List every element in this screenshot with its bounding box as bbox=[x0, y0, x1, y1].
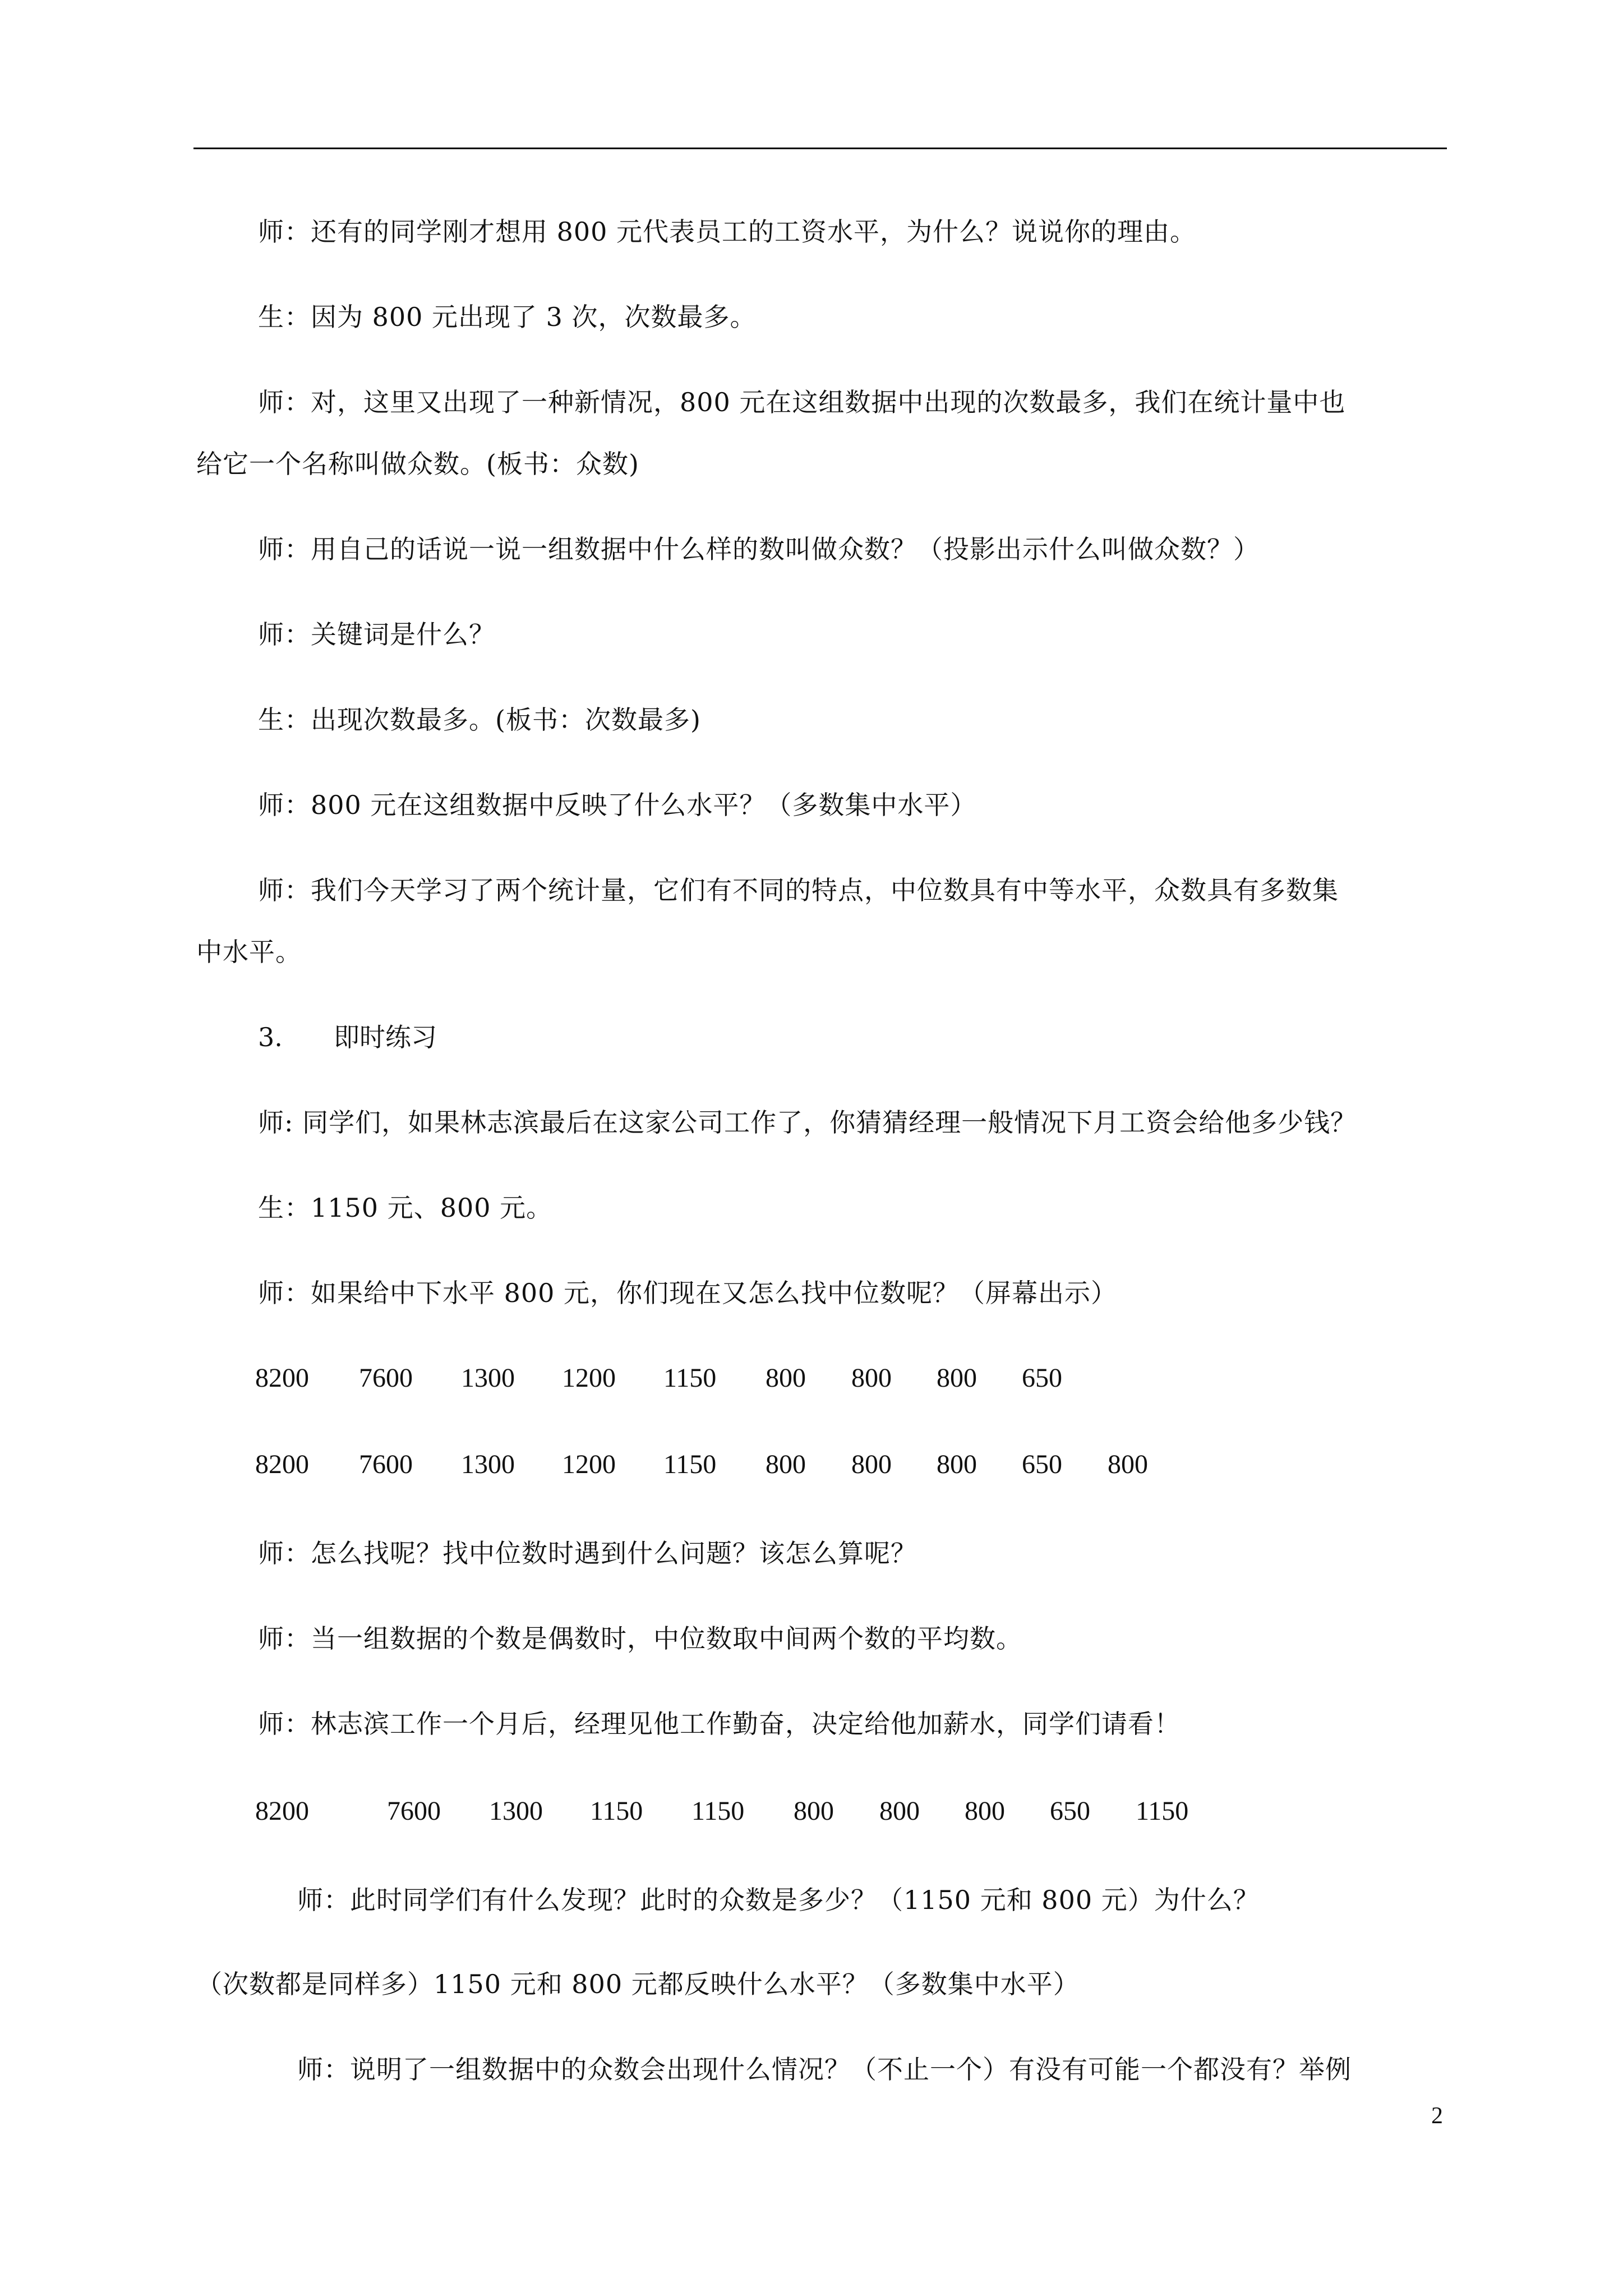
data-value: 1300 bbox=[461, 1363, 515, 1393]
data-value: 800 bbox=[937, 1363, 977, 1393]
data-row-1 bbox=[0, 1361, 1623, 1395]
data-value: 1200 bbox=[562, 1363, 616, 1393]
data-value: 1150 bbox=[1136, 1796, 1189, 1826]
data-row-2 bbox=[0, 1448, 1623, 1481]
paragraph-teacher-summary-cont: 中水平。 bbox=[196, 937, 302, 967]
data-value: 7600 bbox=[387, 1796, 441, 1826]
header-rule bbox=[193, 148, 1447, 149]
data-value: 7600 bbox=[359, 1363, 413, 1393]
paragraph-teacher-new-case-cont: 给它一个名称叫做众数。(板书：众数) bbox=[196, 449, 639, 479]
paragraph-teacher-define-mode: 师：用自己的话说一说一组数据中什么样的数叫做众数？（投影出示什么叫做众数？） bbox=[258, 534, 1260, 564]
paragraph-teacher-800-level: 师：800 元在这组数据中反映了什么水平？（多数集中水平） bbox=[258, 790, 977, 820]
data-value: 800 bbox=[794, 1796, 834, 1826]
data-value: 800 bbox=[851, 1450, 892, 1479]
data-value: 800 bbox=[766, 1363, 806, 1393]
section-number: 3. bbox=[258, 1022, 283, 1052]
paragraph-teacher-multiple-modes: 师：说明了一组数据中的众数会出现什么情况？（不止一个）有没有可能一个都没有？举例 bbox=[297, 2054, 1352, 2085]
data-value: 800 bbox=[879, 1796, 920, 1826]
data-value: 1150 bbox=[663, 1363, 717, 1393]
data-value: 800 bbox=[965, 1796, 1005, 1826]
data-value: 8200 bbox=[255, 1363, 309, 1393]
data-value: 650 bbox=[1050, 1796, 1090, 1826]
data-value: 800 bbox=[766, 1450, 806, 1479]
paragraph-teacher-even-count: 师：当一组数据的个数是偶数时，中位数取中间两个数的平均数。 bbox=[258, 1623, 1022, 1654]
paragraph-teacher-guess-salary: 师: 同学们，如果林志滨最后在这家公司工作了，你猜猜经理一般情况下月工资会给他多少钱？ bbox=[258, 1107, 1357, 1138]
paragraph-teacher-keyword: 师：关键词是什么？ bbox=[258, 619, 495, 650]
data-value: 7600 bbox=[359, 1450, 413, 1479]
paragraph-teacher-raise: 师：林志滨工作一个月后，经理见他工作勤奋，决定给他加薪水，同学们请看！ bbox=[258, 1709, 1181, 1739]
data-value: 650 bbox=[1022, 1363, 1062, 1393]
paragraph-teacher-summary: 师：我们今天学习了两个统计量，它们有不同的特点，中位数具有中等水平，众数具有多数集 bbox=[258, 875, 1339, 905]
data-value: 1300 bbox=[461, 1450, 515, 1479]
data-value: 1300 bbox=[489, 1796, 543, 1826]
paragraph-student-most-frequent: 生：因为 800 元出现了 3 次，次数最多。 bbox=[258, 302, 757, 332]
data-value: 1150 bbox=[590, 1796, 643, 1826]
paragraph-teacher-new-case: 师：对，这里又出现了一种新情况，800 元在这组数据中出现的次数最多，我们在统计量中也 bbox=[258, 387, 1346, 417]
data-value: 800 bbox=[937, 1450, 977, 1479]
data-value: 800 bbox=[1108, 1450, 1148, 1479]
paragraph-teacher-how-find: 师：怎么找呢？找中位数时遇到什么问题？该怎么算呢？ bbox=[258, 1538, 917, 1568]
paragraph-student-keyword: 生：出现次数最多。(板书：次数最多) bbox=[258, 705, 701, 735]
data-value: 800 bbox=[851, 1363, 892, 1393]
paragraph-teacher-discovery: 师：此时同学们有什么发现？此时的众数是多少？（1150 元和 800 元）为什么？ bbox=[297, 1885, 1260, 1915]
paragraph-teacher-discovery-cont: （次数都是同样多）1150 元和 800 元都反映什么水平？（多数集中水平） bbox=[196, 1969, 1080, 1999]
paragraph-teacher-find-median: 师：如果给中下水平 800 元，你们现在又怎么找中位数呢？（屏幕出示） bbox=[258, 1278, 1118, 1308]
paragraph-teacher-800-reason: 师：还有的同学刚才想用 800 元代表员工的工资水平，为什么？说说你的理由。 bbox=[258, 217, 1197, 247]
data-value: 1150 bbox=[691, 1796, 745, 1826]
page-number: 2 bbox=[1431, 2103, 1443, 2129]
data-value: 8200 bbox=[255, 1796, 309, 1826]
data-value: 1200 bbox=[562, 1450, 616, 1479]
data-value: 1150 bbox=[663, 1450, 717, 1479]
paragraph-student-answer: 生：1150 元、800 元。 bbox=[258, 1193, 553, 1223]
section-title: 即时练习 bbox=[334, 1022, 437, 1052]
data-value: 650 bbox=[1022, 1450, 1062, 1479]
data-row-3 bbox=[0, 1795, 1623, 1828]
data-value: 8200 bbox=[255, 1450, 309, 1479]
section-heading bbox=[258, 1020, 437, 1054]
